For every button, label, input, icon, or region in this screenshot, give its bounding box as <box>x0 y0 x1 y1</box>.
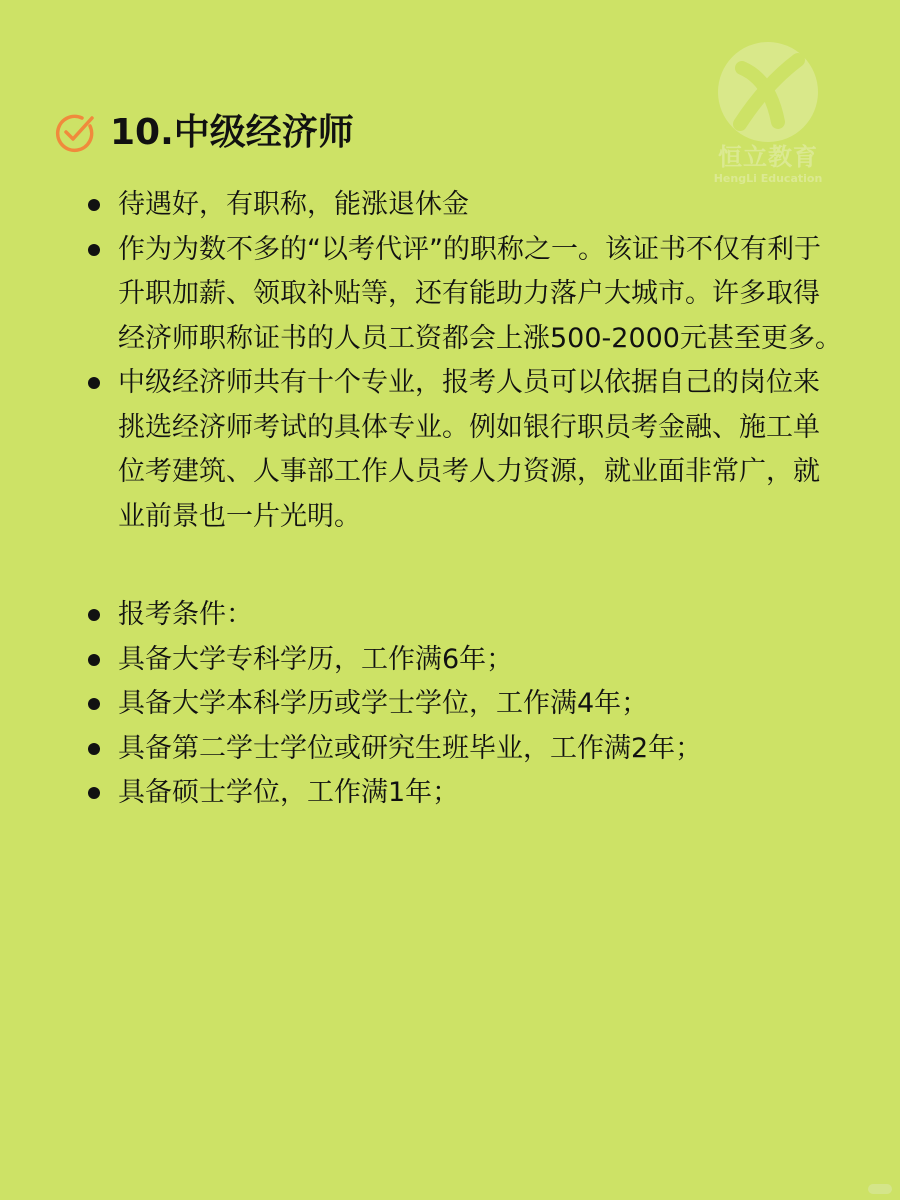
bullet-dot-icon <box>88 609 100 621</box>
section-spacer <box>84 539 844 593</box>
bullet-dot-icon <box>88 199 100 211</box>
conditions-heading <box>84 593 844 638</box>
benefit-text: 中级经济师共有十个专业，报考人员可以依据自己的岗位来挑选经济师考试的具体专业。例如银行职员考金融、施工单位考建筑、人事部工作人员考人力资源，就业面非常广，就业前景也一片光明。 <box>118 367 820 532</box>
bullet-dot-icon <box>88 654 100 666</box>
page-title: 10.中级经济师 <box>110 112 354 153</box>
logo-mark-icon <box>714 38 822 146</box>
bullet-dot-icon <box>88 743 100 755</box>
benefit-item <box>84 228 844 362</box>
bullet-dot-icon <box>88 244 100 256</box>
condition-item <box>84 727 844 772</box>
condition-item <box>84 638 844 683</box>
corner-mark <box>868 1184 892 1194</box>
condition-item <box>84 682 844 727</box>
condition-item <box>84 771 844 816</box>
condition-text: 具备第二学士学位或研究生班毕业，工作满2年； <box>118 732 703 764</box>
conditions-heading-text: 报考条件： <box>118 599 253 630</box>
watermark-brand-cn: 恒立教育 <box>718 143 818 171</box>
check-circle-icon <box>54 112 96 154</box>
condition-text: 具备大学专科学历，工作满6年； <box>118 643 514 675</box>
condition-text: 具备大学本科学历或学士学位，工作满4年； <box>118 688 649 719</box>
benefit-item <box>84 183 844 228</box>
bullet-dot-icon <box>88 698 100 710</box>
brand-watermark <box>708 38 828 188</box>
benefit-text: 待遇好，有职称，能涨退休金 <box>118 189 469 220</box>
title-row <box>54 106 354 160</box>
bullet-dot-icon <box>88 787 100 799</box>
condition-text: 具备硕士学位，工作满1年； <box>118 777 460 808</box>
content-list <box>84 183 844 816</box>
watermark-brand-en: HengLi Education <box>713 172 823 185</box>
benefit-text: 作为为数不多的“以考代评”的职称之一。该证书不仅有利于升职加薪、领取补贴等，还有能助力落户大城市。许多取得经济师职称证书的人员工资都会上涨500-2000元甚至更多。 <box>118 233 842 354</box>
bullet-dot-icon <box>88 377 100 389</box>
benefit-item <box>84 361 844 539</box>
